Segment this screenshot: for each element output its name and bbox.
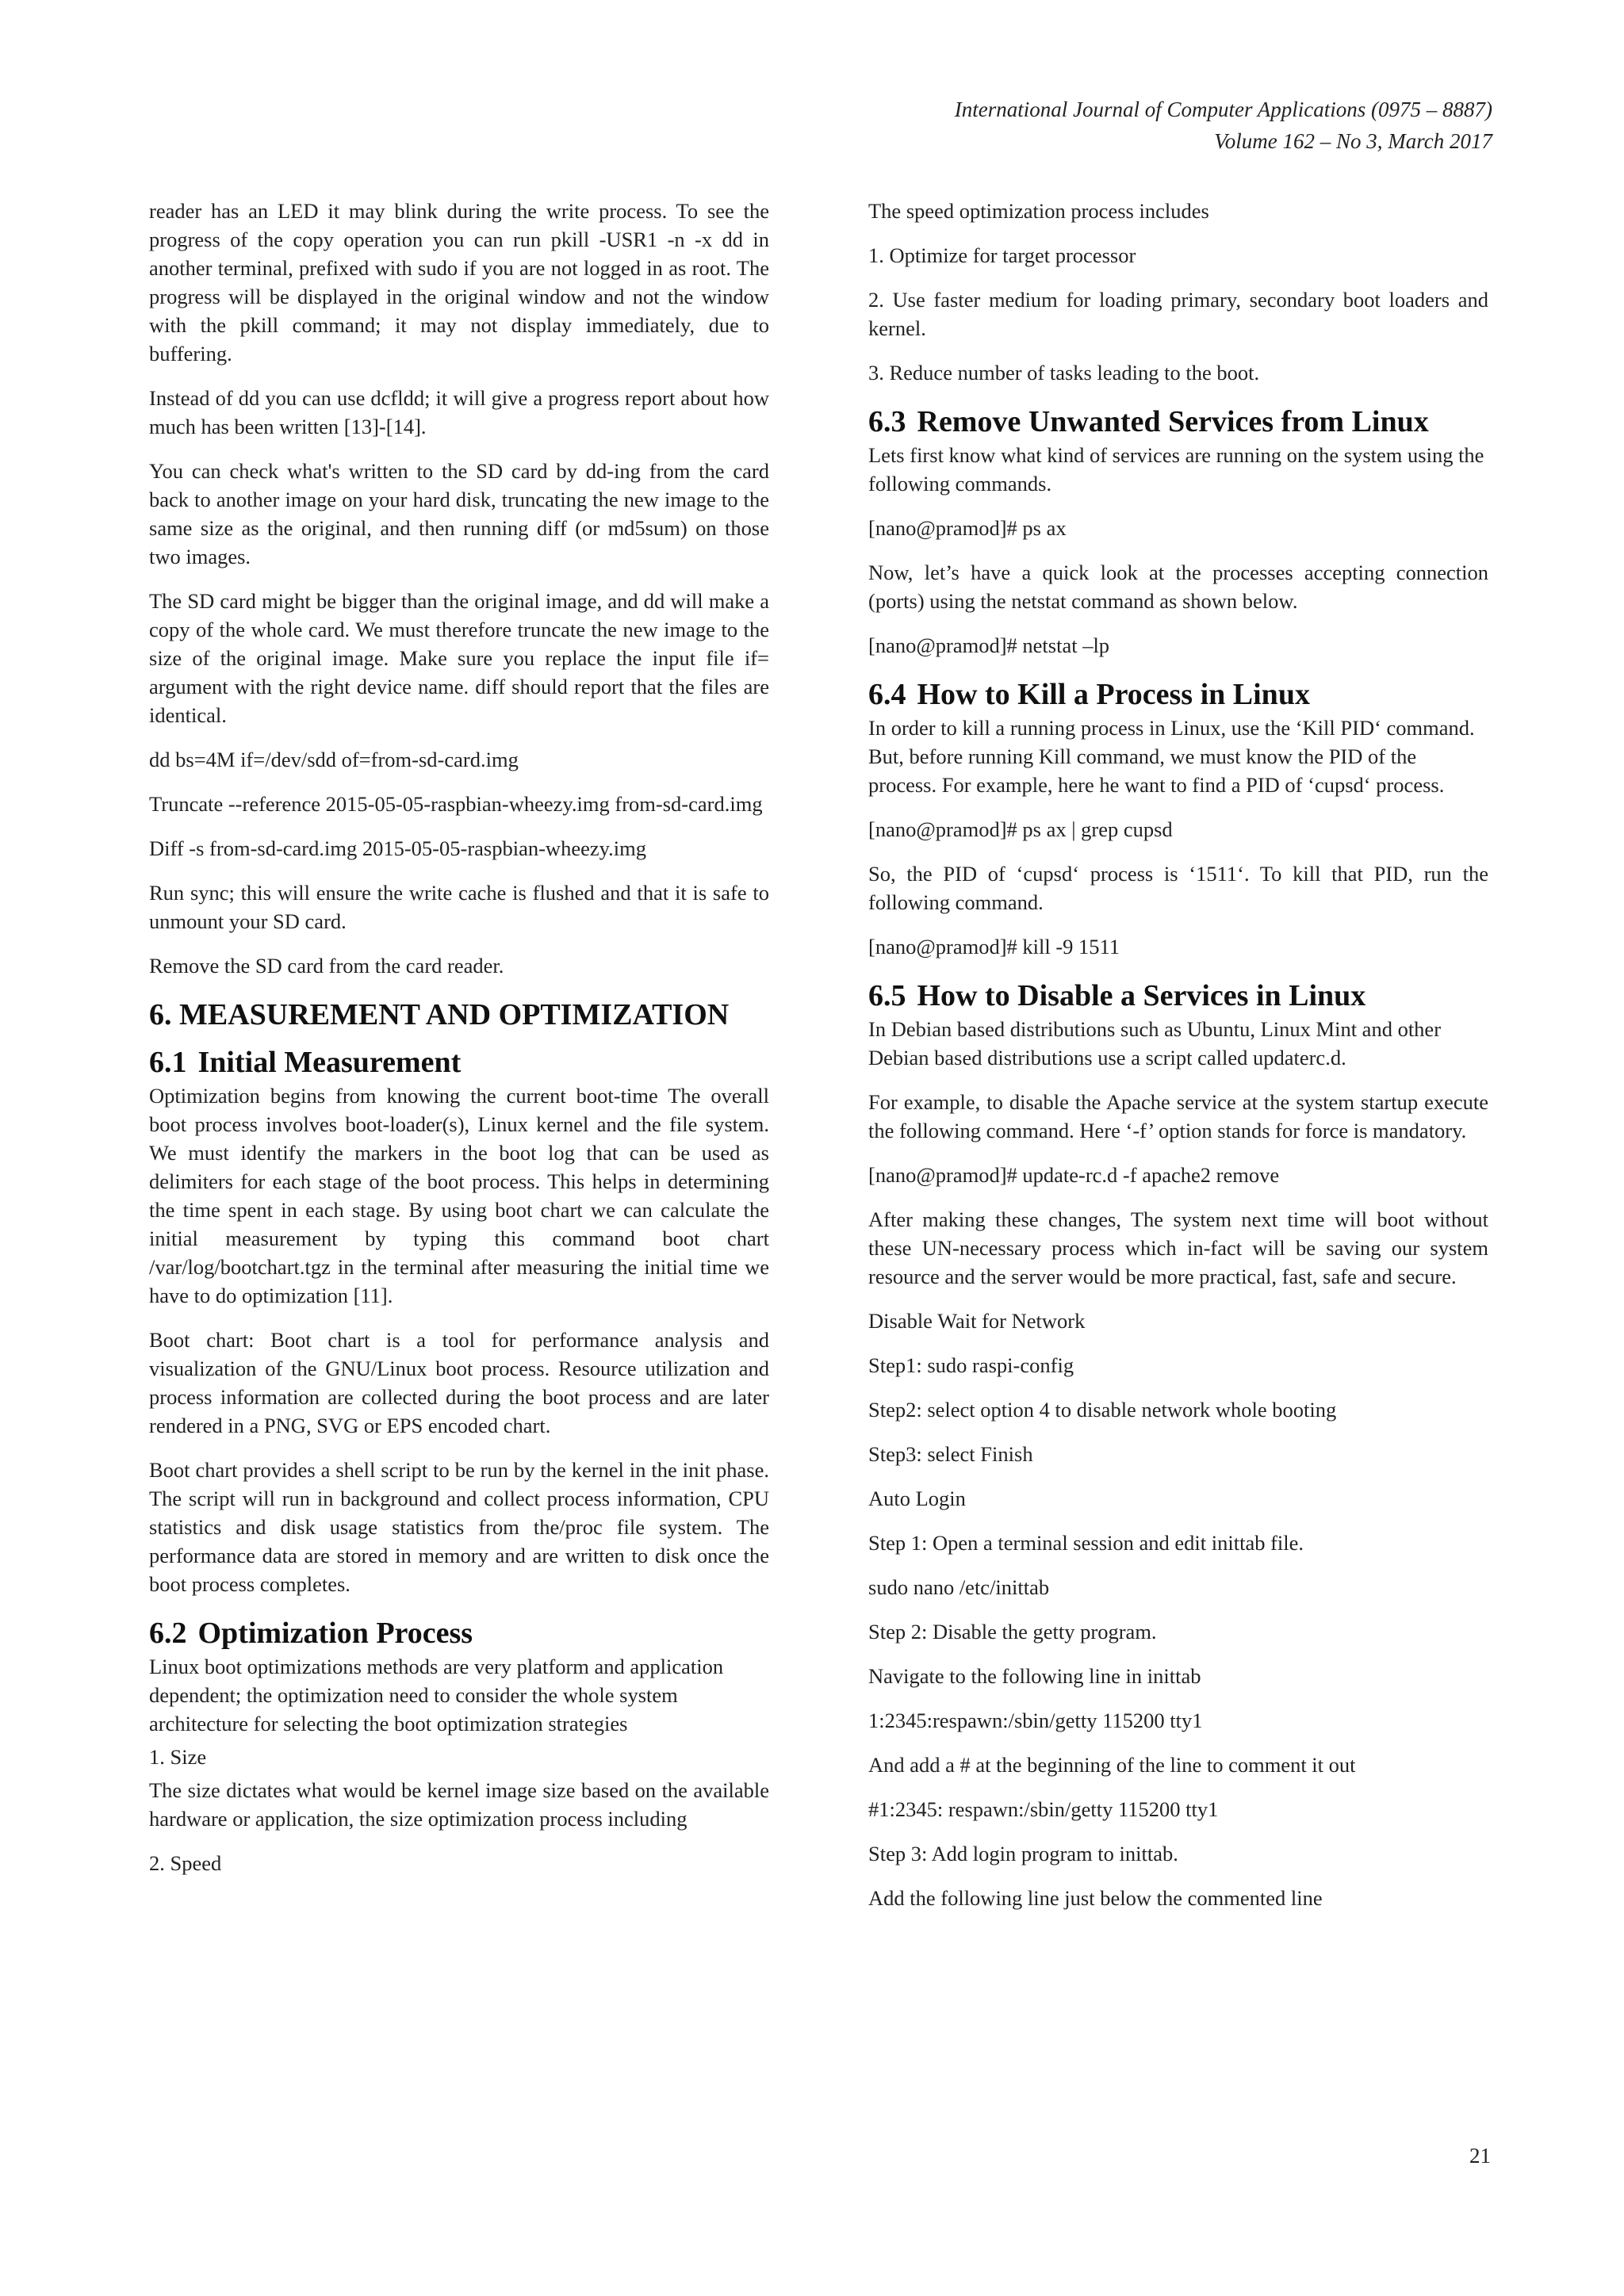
paragraph: After making these changes, The system next time will boot without these UN-necessary process which in-fact will be saving our system resource and the server would be more practical, fast, safe and secure.: [868, 1207, 1488, 1288]
paragraph: Navigate to the following line in inittab: [868, 1664, 1201, 1688]
paragraph: Auto Login: [868, 1487, 966, 1510]
section-heading-6: 6. MEASUREMENT AND OPTIMIZATION: [149, 998, 730, 1031]
paragraph: Step3: select Finish: [868, 1442, 1033, 1466]
command-line: Truncate --reference 2015-05-05-raspbian-wheezy.img from-sd-card.img: [149, 792, 763, 816]
command-line: dd bs=4M if=/dev/sdd of=from-sd-card.img: [149, 748, 519, 771]
section-number: 6.5: [868, 979, 906, 1012]
command-line: [nano@pramod]# ps ax | grep cupsd: [868, 817, 1173, 841]
paragraph: Instead of dd you can use dcfldd; it will give a progress report about how much has been written [13]-[14].: [149, 386, 769, 438]
command-line: [nano@pramod]# ps ax: [868, 516, 1067, 540]
left-column: [149, 197, 769, 1893]
subsection-heading-6-1: [149, 1043, 769, 1081]
paragraph: Linux boot optimizations methods are very platform and application dependent; the optimization need to consider the whole system architecture for selecting the boot optimization strategies: [149, 1655, 724, 1735]
list-item: 3. Reduce number of tasks leading to the boot.: [868, 361, 1260, 385]
paragraph: The size dictates what would be kernel image size based on the available hardware or application, the size optimization process including: [149, 1778, 769, 1831]
paragraph: And add a # at the beginning of the line to comment it out: [868, 1753, 1356, 1777]
command-line: [nano@pramod]# update-rc.d -f apache2 remove: [868, 1163, 1280, 1187]
paragraph: Step2: select option 4 to disable network whole booting: [868, 1398, 1337, 1422]
command-line: [nano@pramod]# kill -9 1511: [868, 935, 1120, 959]
paragraph: Now, let’s have a quick look at the processes accepting connection (ports) using the netstat command as shown below.: [868, 561, 1488, 613]
section-number: 6.2: [149, 1617, 187, 1650]
command-line: sudo nano /etc/inittab: [868, 1575, 1050, 1599]
paragraph: Run sync; this will ensure the write cache is flushed and that it is safe to unmount your SD card.: [149, 881, 769, 933]
paragraph: The speed optimization process includes: [868, 199, 1209, 223]
list-item: 2. Use faster medium for loading primary, secondary boot loaders and kernel.: [868, 288, 1488, 340]
page-number: 21: [1469, 2144, 1491, 2168]
section-number: 6.3: [868, 405, 906, 438]
list-item: 2. Speed: [149, 1851, 222, 1875]
command-line: 1:2345:respawn:/sbin/getty 115200 tty1: [868, 1709, 1203, 1732]
list-item: 1. Optimize for target processor: [868, 243, 1136, 267]
paragraph: So, the PID of ‘cupsd‘ process is ‘1511‘. To kill that PID, run the following command.: [868, 862, 1488, 914]
paragraph: Optimization begins from knowing the current boot-time The overall boot process involves boot-loader(s), Linux kernel and the file system. We must identify the markers in the boot log that can be used as delimiters for each stage of the boot process. This helps in determining the time spent in each stage. By using boot chart we can calculate the initial measurement by typing this command boot chart /var/log/bootchart.tgz in the terminal after measuring the initial time we have to do optimization [11].: [149, 1084, 769, 1307]
paragraph: Add the following line just below the commented line: [868, 1886, 1323, 1910]
paragraph: Step 3: Add login program to inittab.: [868, 1842, 1178, 1866]
command-line: Step1: sudo raspi-config: [868, 1353, 1074, 1377]
paragraph: In Debian based distributions such as Ubuntu, Linux Mint and other Debian based distributions use a script called updaterc.d.: [868, 1017, 1442, 1070]
section-title: Initial Measurement: [197, 1046, 462, 1079]
subsection-heading-6-4: [868, 675, 1488, 714]
paragraph: Boot chart: Boot chart is a tool for performance analysis and visualization of the GNU/Linux boot process. Resource utilization and process information are collected during the boot process and are later rendered in a PNG, SVG or EPS encoded chart.: [149, 1328, 769, 1437]
journal-name: International Journal of Computer Applications (0975 – 8887): [954, 98, 1492, 121]
paragraph: For example, to disable the Apache service at the system startup execute the following command. Here ‘-f’ option stands for force is mandatory.: [868, 1090, 1488, 1142]
section-number: 6.1: [149, 1046, 187, 1079]
subsection-heading-6-3: [868, 403, 1488, 441]
paragraph: Step 2: Disable the getty program.: [868, 1620, 1157, 1644]
command-line: #1:2345: respawn:/sbin/getty 115200 tty1: [868, 1797, 1219, 1821]
paragraph: Boot chart provides a shell script to be run by the kernel in the init phase. The script will run in background and collect process information, CPU statistics and disk usage statistics from the/proc file system. The performance data are stored in memory and are written to disk once the boot process completes.: [149, 1458, 769, 1596]
paragraph: Remove the SD card from the card reader.: [149, 954, 504, 978]
section-title: Remove Unwanted Services from Linux: [917, 405, 1429, 438]
section-title: How to Kill a Process in Linux: [917, 678, 1310, 711]
paragraph: In order to kill a running process in Linux, use the ‘Kill PID‘ command. But, before running Kill command, we must know the PID of the process. For example, here he want to find a PID of ‘cupsd‘ process.: [868, 716, 1475, 797]
paragraph: The SD card might be bigger than the original image, and dd will make a copy of the whole card. We must therefore truncate the new image to the size of the original image. Make sure you replace the input file if= argument with the right device name. diff should report that the files are identical.: [149, 589, 769, 727]
right-column: [868, 197, 1488, 1928]
volume-info: Volume 162 – No 3, March 2017: [1214, 129, 1492, 153]
paragraph: Disable Wait for Network: [868, 1309, 1086, 1333]
running-header: [779, 94, 1492, 157]
paragraph: Lets first know what kind of services are running on the system using the following commands.: [868, 443, 1484, 496]
subsection-heading-6-2: [149, 1614, 769, 1652]
subsection-heading-6-5: [868, 977, 1488, 1015]
section-title: Optimization Process: [197, 1617, 473, 1650]
list-item: 1. Size: [149, 1745, 207, 1769]
paragraph: Step 1: Open a terminal session and edit inittab file.: [868, 1531, 1304, 1555]
command-line: [nano@pramod]# netstat –lp: [868, 633, 1110, 657]
section-title: How to Disable a Services in Linux: [917, 979, 1366, 1012]
paragraph: reader has an LED it may blink during the write process. To see the progress of the copy operation you can run pkill -USR1 -n -x dd in another terminal, prefixed with sudo if you are not logged in as root. The progress will be displayed in the original window and not the window with the pkill command; it may not display immediately, due to buffering.: [149, 199, 769, 365]
section-number: 6.4: [868, 678, 906, 711]
command-line: Diff -s from-sd-card.img 2015-05-05-raspbian-wheezy.img: [149, 836, 646, 860]
paragraph: You can check what's written to the SD card by dd-ing from the card back to another image on your hard disk, truncating the new image to the same size as the original, and then running diff (or md5sum) on those two images.: [149, 459, 769, 568]
